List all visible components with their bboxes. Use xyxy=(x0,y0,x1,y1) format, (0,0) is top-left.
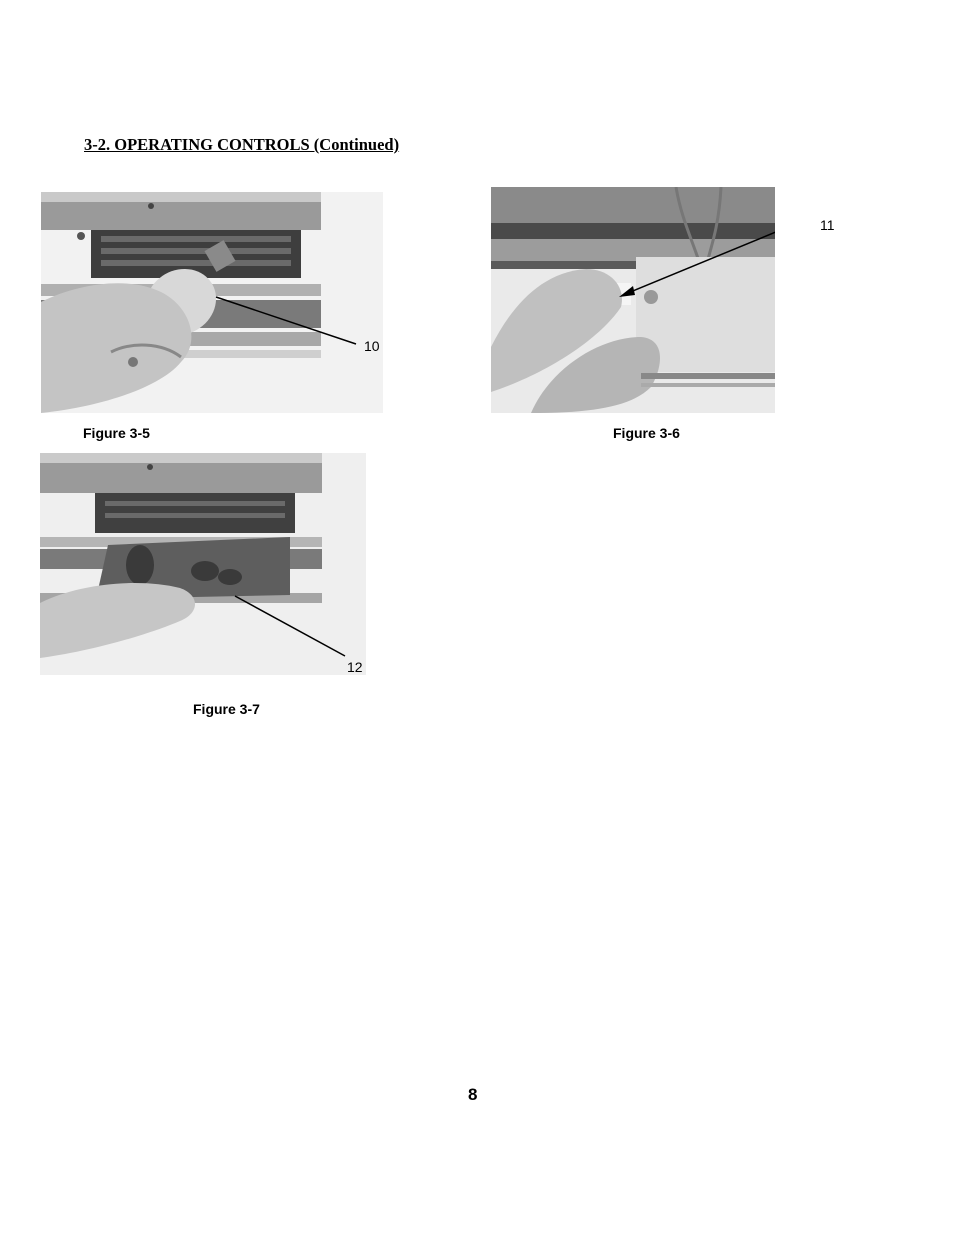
figure-3-7-callout: 12 xyxy=(347,659,363,675)
figure-3-5-callout: 10 xyxy=(364,338,380,354)
figure-3-5-photo xyxy=(41,192,383,413)
page-number: 8 xyxy=(468,1085,478,1104)
figure-3-7-caption: Figure 3-7 xyxy=(193,701,260,717)
figure-3-6-caption: Figure 3-6 xyxy=(613,425,680,441)
figure-3-6-photo xyxy=(491,187,775,413)
figure-3-6-callout: 11 xyxy=(820,217,835,233)
figure-3-5-caption: Figure 3-5 xyxy=(83,425,150,441)
figure-3-7-photo xyxy=(40,453,366,675)
section-heading: 3-2. OPERATING CONTROLS (Continued) xyxy=(84,135,400,154)
